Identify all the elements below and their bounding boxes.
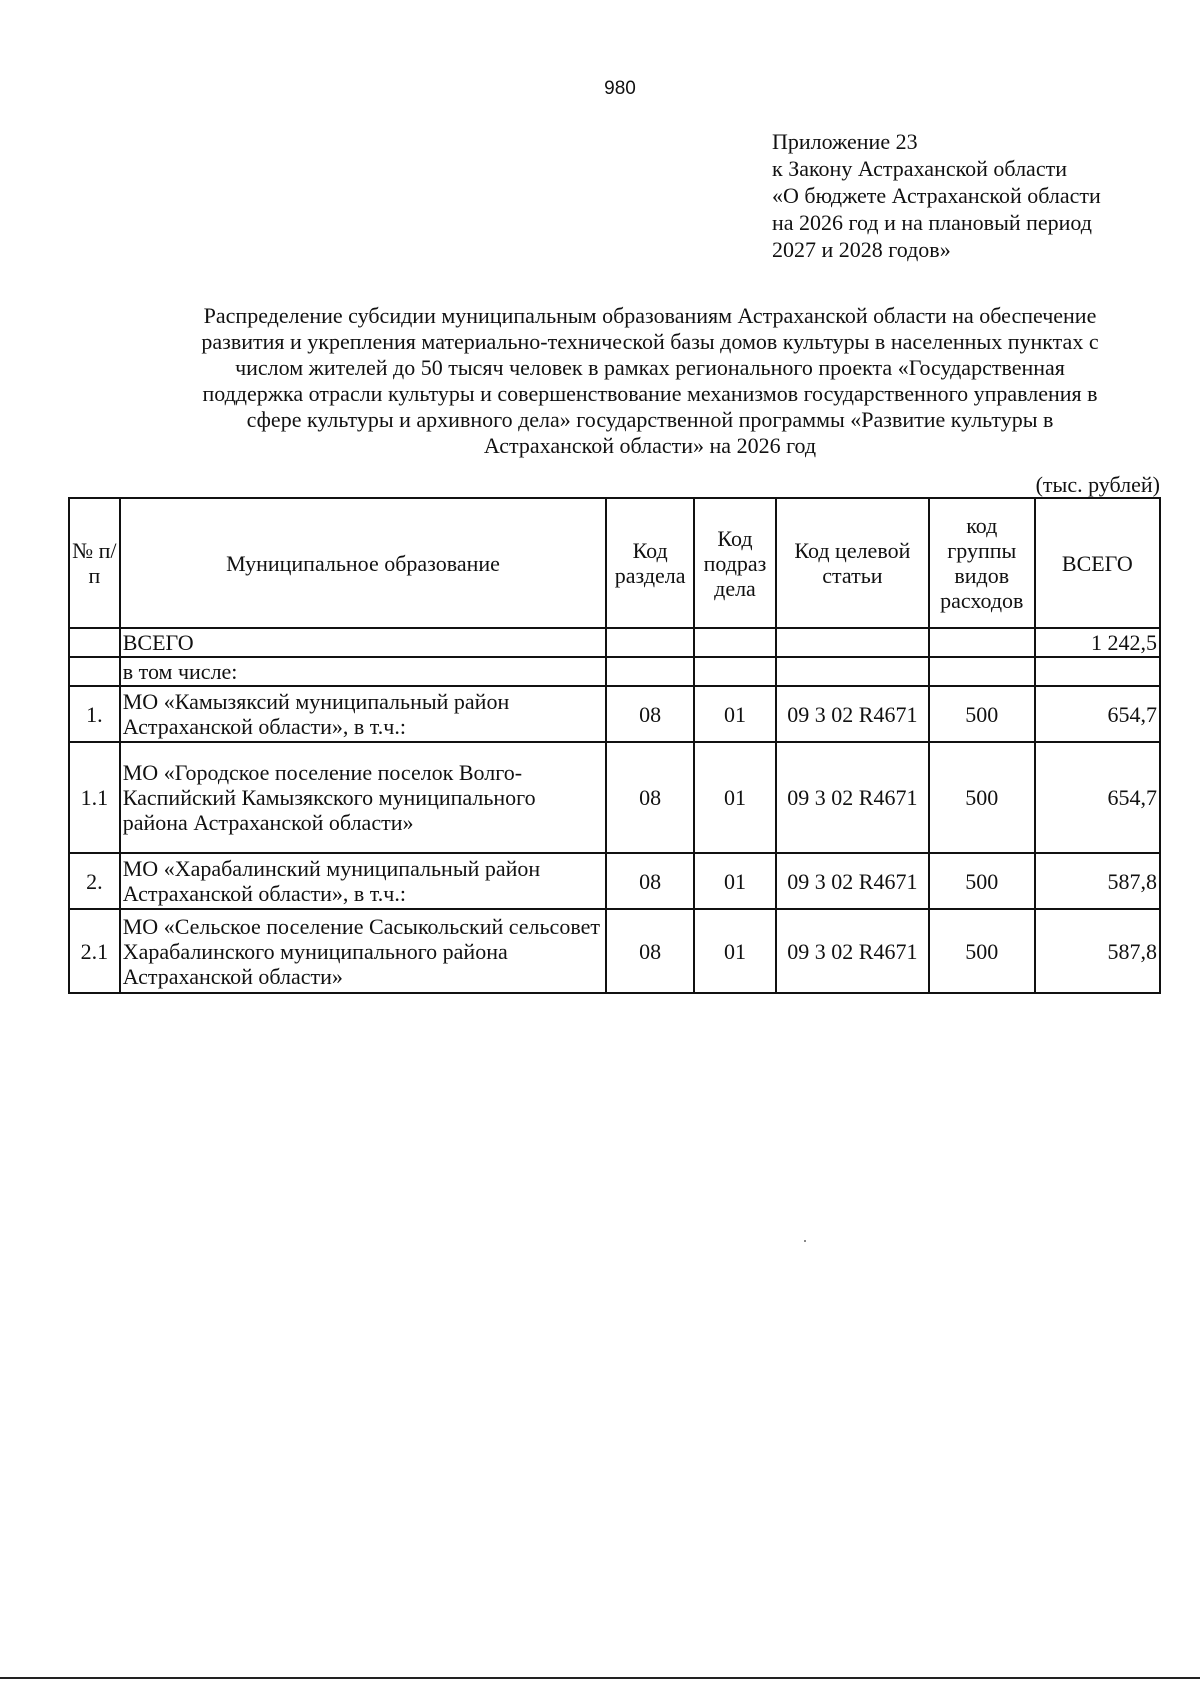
title-line: развития и укрепления материально-технической базы домов культуры в населенных пунктах с <box>201 329 1099 354</box>
cell-name: МО «Сельское поселение Сасыкольский сельсовет Харабалинского муниципального района Астраханской области» <box>120 909 606 993</box>
scan-speck <box>804 1240 806 1242</box>
cell-article <box>776 657 929 686</box>
cell-subsection: 01 <box>694 742 776 853</box>
cell-section <box>606 628 694 657</box>
cell-total: 587,8 <box>1035 909 1160 993</box>
unit-note: (тыс. рублей) <box>1035 472 1160 497</box>
cell-name: в том числе: <box>120 657 606 686</box>
title-line: Астраханской области» на 2026 год <box>483 433 817 458</box>
table-row <box>69 742 1160 853</box>
table-row <box>69 657 1160 686</box>
cell-article <box>776 628 929 657</box>
cell-num <box>69 657 120 686</box>
cell-subsection: 01 <box>694 853 776 909</box>
cell-article: 09 3 02 R4671 <box>776 853 929 909</box>
cell-subsection <box>694 628 776 657</box>
appendix-line: к Закону Астраханской области <box>772 156 1067 181</box>
title-line: числом жителей до 50 тысяч человек в рамках регионального проекта «Государственная <box>235 355 1065 380</box>
cell-section: 08 <box>606 742 694 853</box>
table-header-row <box>69 498 1160 628</box>
header-num: № п/п <box>69 498 120 628</box>
cell-num: 2. <box>69 853 120 909</box>
table-row <box>69 909 1160 993</box>
appendix-reference <box>772 128 1101 263</box>
cell-total <box>1035 657 1160 686</box>
cell-group: 500 <box>929 742 1035 853</box>
cell-name: МО «Городское поселение поселок Волго-Каспийский Камызякского муниципального района Астраханской области» <box>120 742 606 853</box>
table-row <box>69 628 1160 657</box>
cell-name: МО «Харабалинский муниципальный район Астраханской области», в т.ч.: <box>120 853 606 909</box>
header-subsection: Код подраз дела <box>694 498 776 628</box>
cell-subsection: 01 <box>694 909 776 993</box>
cell-group <box>929 657 1035 686</box>
cell-num: 2.1 <box>69 909 120 993</box>
table-row <box>69 686 1160 742</box>
cell-name: ВСЕГО <box>120 628 606 657</box>
page-bottom-rule <box>0 1677 1200 1679</box>
cell-section <box>606 657 694 686</box>
appendix-line: 2027 и 2028 годов» <box>772 237 951 262</box>
header-article: Код целевой статьи <box>776 498 929 628</box>
header-total: ВСЕГО <box>1035 498 1160 628</box>
title-line: поддержка отрасли культуры и совершенствование механизмов государственного управления в <box>202 381 1098 406</box>
cell-section: 08 <box>606 909 694 993</box>
cell-group: 500 <box>929 686 1035 742</box>
appendix-line: на 2026 год и на плановый период <box>772 210 1092 235</box>
subsidy-table <box>68 497 1161 994</box>
cell-total: 654,7 <box>1035 686 1160 742</box>
cell-section: 08 <box>606 686 694 742</box>
page-number: 980 <box>604 78 636 99</box>
title-line: сфере культуры и архивного дела» государственной программы «Развитие культуры в <box>246 407 1054 432</box>
cell-num: 1.1 <box>69 742 120 853</box>
table-row <box>69 853 1160 909</box>
cell-total: 1 242,5 <box>1035 628 1160 657</box>
cell-group: 500 <box>929 853 1035 909</box>
header-group: код группы видов расходов <box>929 498 1035 628</box>
cell-total: 587,8 <box>1035 853 1160 909</box>
cell-group <box>929 628 1035 657</box>
cell-section: 08 <box>606 853 694 909</box>
cell-subsection <box>694 657 776 686</box>
cell-article: 09 3 02 R4671 <box>776 686 929 742</box>
header-name: Муниципальное образование <box>120 498 606 628</box>
cell-subsection: 01 <box>694 686 776 742</box>
header-section: Код раздела <box>606 498 694 628</box>
cell-article: 09 3 02 R4671 <box>776 742 929 853</box>
cell-article: 09 3 02 R4671 <box>776 909 929 993</box>
cell-num: 1. <box>69 686 120 742</box>
cell-name: МО «Камызяксий муниципальный район Астраханской области», в т.ч.: <box>120 686 606 742</box>
document-title <box>150 303 1150 459</box>
appendix-line: Приложение 23 <box>772 129 918 154</box>
cell-total: 654,7 <box>1035 742 1160 853</box>
appendix-line: «О бюджете Астраханской области <box>772 183 1101 208</box>
cell-num <box>69 628 120 657</box>
title-line: Распределение субсидии муниципальным образованиям Астраханской области на обеспечение <box>203 303 1097 328</box>
cell-group: 500 <box>929 909 1035 993</box>
